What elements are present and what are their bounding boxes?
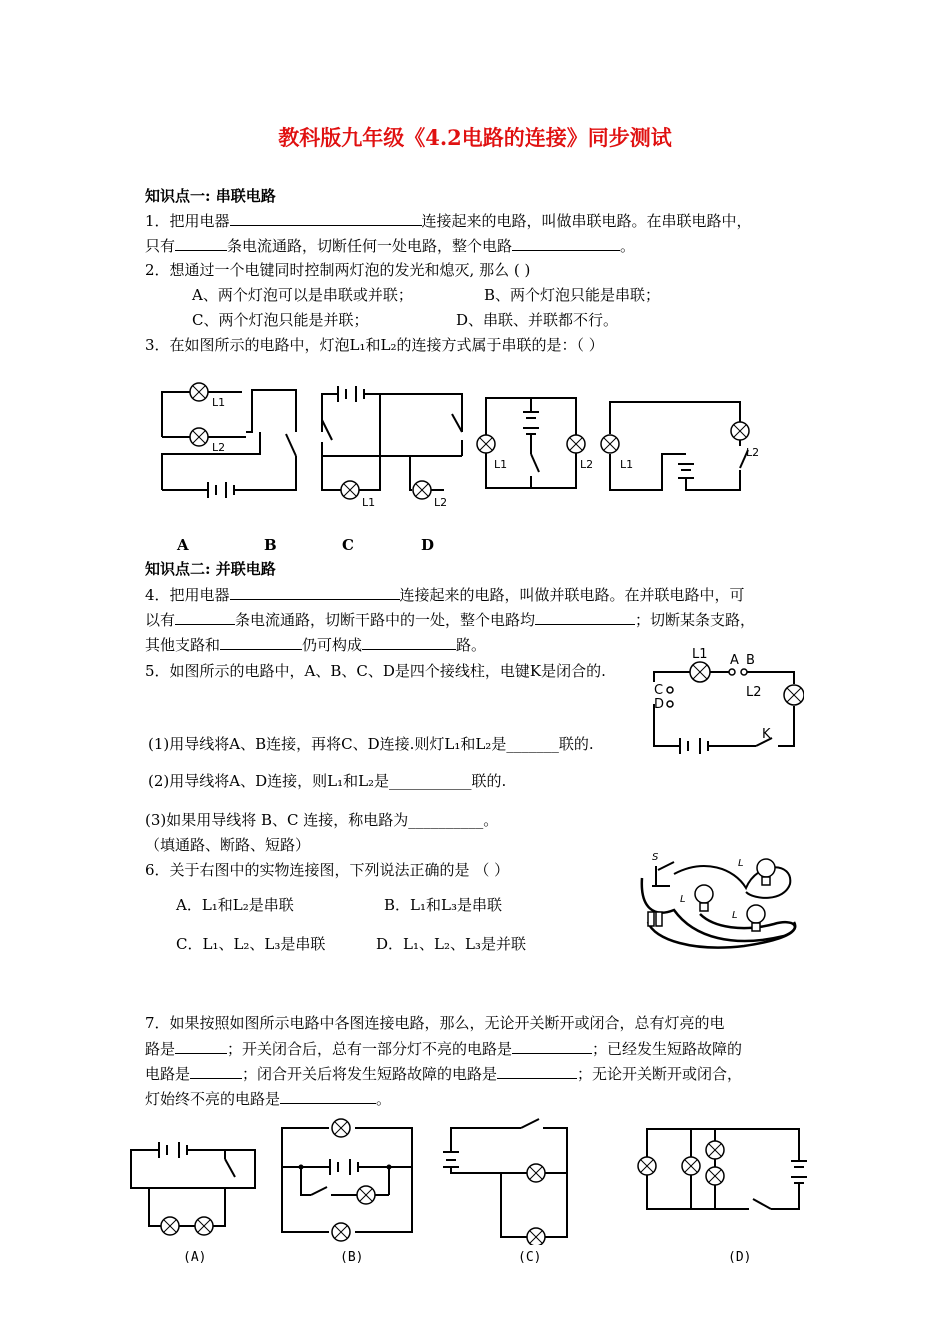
q4-text-b: 连接起来的电路，叫做并联电路。在并联电路中，可 xyxy=(399,586,745,604)
q6-option-a: A．L₁和L₂是串联 xyxy=(176,896,294,914)
q4-line1 xyxy=(145,584,745,605)
q7-text-e: ；闭合开关后将发生短路故障的电路是 xyxy=(242,1065,498,1083)
label-l1: L1 xyxy=(494,458,508,471)
q2-option-d: D、串联、并联都不行。 xyxy=(456,311,619,329)
q6-option-b: B．L₁和L₃是串联 xyxy=(384,896,502,914)
q2-option-c: C、两个灯泡只能是并联； xyxy=(192,311,369,329)
q7-text-a: 路是 xyxy=(145,1040,176,1058)
label-c: C xyxy=(654,683,664,698)
q4-text-c: 以有 xyxy=(145,611,176,629)
q7-circuit-figures xyxy=(125,1115,815,1245)
label-l1: L1 xyxy=(212,396,226,409)
q4-text-e: ；切断某条支路， xyxy=(635,611,756,629)
q7-caption-a: (A) xyxy=(183,1250,207,1265)
q1-line1 xyxy=(145,210,752,231)
q6-wiring-sketch xyxy=(634,848,806,958)
q4-text-g: 仍可构成 xyxy=(302,636,363,654)
circuit-7b xyxy=(282,1119,412,1241)
q5-part4: （填通路、断路、短路） xyxy=(145,836,311,854)
q4-line2 xyxy=(145,609,755,630)
q5-stem: 5．如图所示的电路中，A、B、C、D是四个接线柱，电键K是闭合的. xyxy=(145,662,606,680)
q3-circuit-figures xyxy=(150,372,780,522)
circuit-7c xyxy=(443,1119,567,1245)
q4-blank2[interactable] xyxy=(175,609,235,625)
label-l2: L2 xyxy=(212,441,226,454)
q7-text-d: 电路是 xyxy=(145,1065,191,1083)
q1-text-c: 只有 xyxy=(145,237,176,255)
q6-stem: 6．关于右图中的实物连接图，下列说法正确的是 （ ） xyxy=(145,861,510,879)
label-d: D xyxy=(654,697,665,712)
q4-blank3[interactable] xyxy=(535,609,635,625)
label-s: S xyxy=(652,852,659,863)
circuit-a xyxy=(162,383,296,498)
page-title: 教科版九年级《4.2电路的连接》同步测试 xyxy=(278,125,672,150)
q7-line4 xyxy=(145,1088,391,1109)
q3-label-c: C xyxy=(342,536,354,554)
q3-label-a: A xyxy=(177,536,189,554)
label-l1: L1 xyxy=(362,496,376,509)
q2-stem: 2．想通过一个电键同时控制两灯泡的发光和熄灭, 那么 ( ) xyxy=(145,261,531,279)
q7-blank4[interactable] xyxy=(497,1063,577,1079)
label-l2: L2 xyxy=(580,458,594,471)
q1-text-d: 条电流通路，切断任何一处电路，整个电路 xyxy=(227,237,513,255)
label-l2: L2 xyxy=(746,446,760,459)
q7-text-g: 灯始终不亮的电路是 xyxy=(145,1090,281,1108)
q7-text-c: ；已经发生短路故障的 xyxy=(592,1040,743,1058)
q7-line1: 7．如果按照如图所示电路中各图连接电路，那么，无论开关断开或闭合，总有灯亮的电 xyxy=(145,1014,725,1032)
label-l2: L2 xyxy=(746,685,762,700)
q7-blank2[interactable] xyxy=(512,1038,592,1054)
circuit-b xyxy=(322,386,462,509)
q2-option-b: B、两个灯泡只能是串联； xyxy=(484,286,661,304)
q4-blank1[interactable] xyxy=(230,584,400,600)
circuit-7d xyxy=(638,1129,807,1209)
q1-text-e: 。 xyxy=(620,237,636,255)
q6-option-d: D．L₁、L₂、L₃是并联 xyxy=(376,935,526,953)
q2-option-a: A、两个灯泡可以是串联或并联； xyxy=(192,286,413,304)
q6-option-c: C．L₁、L₂、L₃是串联 xyxy=(176,935,326,953)
label-l-bottom: L xyxy=(732,910,738,921)
q4-text-d: 条电流通路，切断干路中的一处，整个电路均 xyxy=(235,611,536,629)
q7-text-f: ；无论开关断开或闭合， xyxy=(577,1065,743,1083)
q7-line2 xyxy=(145,1038,742,1059)
q7-blank3[interactable] xyxy=(190,1063,242,1079)
label-b: B xyxy=(746,653,755,668)
q7-blank1[interactable] xyxy=(175,1038,227,1054)
circuit-c xyxy=(477,398,593,488)
q7-caption-d: (D) xyxy=(728,1250,752,1265)
q5-part2: (2)用导线将A、D连接，则L₁和L₂是___________联的. xyxy=(148,772,507,790)
q7-blank5[interactable] xyxy=(280,1088,376,1104)
q7-caption-b: (B) xyxy=(340,1250,364,1265)
section2-heading: 知识点二: 并联电路 xyxy=(145,560,276,578)
q7-caption-c: (C) xyxy=(518,1250,542,1265)
label-l-top: L xyxy=(738,858,744,869)
circuit-d xyxy=(601,402,759,490)
q5-circuit-figure xyxy=(648,646,804,754)
q3-label-d: D xyxy=(421,536,435,554)
label-l2: L2 xyxy=(434,496,448,509)
q1-text-b: 连接起来的电路，叫做串联电路。在串联电路中， xyxy=(421,212,752,230)
label-l-left: L xyxy=(680,894,686,905)
q1-text-a: 1．把用电器 xyxy=(145,212,230,230)
q1-line2 xyxy=(145,235,635,256)
q7-text-h: 。 xyxy=(376,1090,392,1108)
label-a: A xyxy=(730,653,739,668)
q1-blank3[interactable] xyxy=(512,235,620,251)
q4-text-f: 其他支路和 xyxy=(145,636,221,654)
q7-line3 xyxy=(145,1063,742,1084)
circuit-7a xyxy=(131,1142,255,1235)
label-l1: L1 xyxy=(692,647,708,662)
q7-text-b: ；开关闭合后，总有一部分灯不亮的电路是 xyxy=(227,1040,513,1058)
label-l1: L1 xyxy=(620,458,634,471)
label-k: K xyxy=(762,727,771,742)
q3-label-b: B xyxy=(264,536,277,554)
q4-text-a: 4．把用电器 xyxy=(145,586,230,604)
q4-line3 xyxy=(145,634,486,655)
q1-blank2[interactable] xyxy=(175,235,227,251)
q3-stem: 3．在如图所示的电路中，灯泡L₁和L₂的连接方式属于串联的是：（ ） xyxy=(145,336,604,354)
q1-blank1[interactable] xyxy=(230,210,422,226)
section1-heading: 知识点一: 串联电路 xyxy=(145,187,276,205)
q5-part3: (3)如果用导线将 B、C 连接，称电路为__________。 xyxy=(145,811,499,829)
q4-text-h: 路。 xyxy=(456,636,487,654)
q5-part1: (1)用导线将A、B连接，再将C、D连接.则灯L₁和L₂是_______联的. xyxy=(148,735,594,753)
q4-blank5[interactable] xyxy=(362,634,456,650)
q4-blank4[interactable] xyxy=(220,634,302,650)
